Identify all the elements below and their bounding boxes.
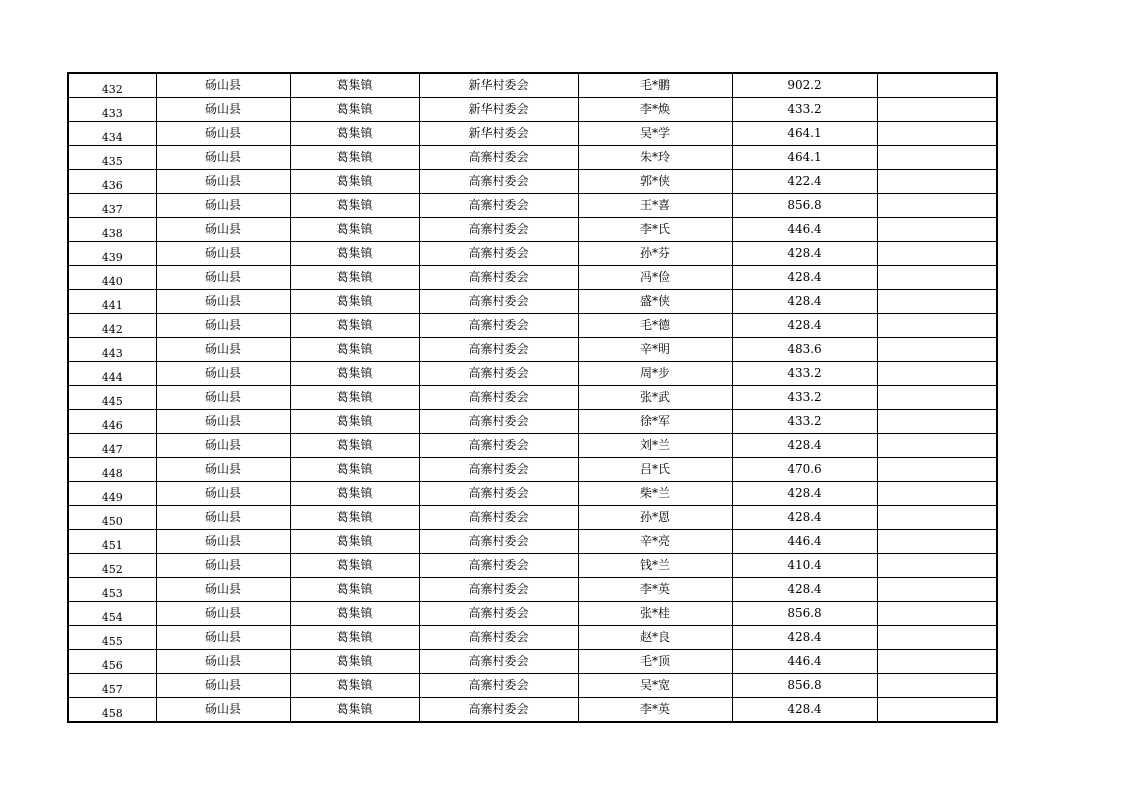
note-cell <box>877 362 997 386</box>
person-name-cell: 徐*军 <box>578 410 732 434</box>
village-cell: 高寨村委会 <box>419 242 578 266</box>
note-cell <box>877 506 997 530</box>
table-row <box>68 482 997 506</box>
row-number-cell: 451 <box>68 530 156 554</box>
row-number-cell: 448 <box>68 458 156 482</box>
row-number-cell: 436 <box>68 170 156 194</box>
town-cell: 葛集镇 <box>290 674 419 698</box>
row-number-cell: 447 <box>68 434 156 458</box>
town-cell: 葛集镇 <box>290 122 419 146</box>
table-row <box>68 266 997 290</box>
table-row <box>68 386 997 410</box>
village-cell: 高寨村委会 <box>419 458 578 482</box>
village-cell: 高寨村委会 <box>419 290 578 314</box>
row-number-cell: 452 <box>68 554 156 578</box>
person-name-cell: 张*桂 <box>578 602 732 626</box>
county-cell: 砀山县 <box>156 362 290 386</box>
village-cell: 高寨村委会 <box>419 578 578 602</box>
person-name-cell: 王*喜 <box>578 194 732 218</box>
table-row <box>68 602 997 626</box>
table-row <box>68 410 997 434</box>
person-name-cell: 冯*俭 <box>578 266 732 290</box>
person-name-cell: 朱*玲 <box>578 146 732 170</box>
county-cell: 砀山县 <box>156 578 290 602</box>
note-cell <box>877 674 997 698</box>
table-row <box>68 170 997 194</box>
county-cell: 砀山县 <box>156 482 290 506</box>
amount-cell: 410.4 <box>732 554 877 578</box>
county-cell: 砀山县 <box>156 338 290 362</box>
village-cell: 高寨村委会 <box>419 650 578 674</box>
amount-cell: 464.1 <box>732 146 877 170</box>
person-name-cell: 张*武 <box>578 386 732 410</box>
village-cell: 高寨村委会 <box>419 146 578 170</box>
note-cell <box>877 626 997 650</box>
town-cell: 葛集镇 <box>290 650 419 674</box>
person-name-cell: 孙*芬 <box>578 242 732 266</box>
town-cell: 葛集镇 <box>290 338 419 362</box>
person-name-cell: 盛*侠 <box>578 290 732 314</box>
amount-cell: 446.4 <box>732 650 877 674</box>
person-name-cell: 吴*学 <box>578 122 732 146</box>
county-cell: 砀山县 <box>156 554 290 578</box>
note-cell <box>877 338 997 362</box>
row-number-cell: 441 <box>68 290 156 314</box>
row-number-cell: 450 <box>68 506 156 530</box>
town-cell: 葛集镇 <box>290 146 419 170</box>
county-cell: 砀山县 <box>156 122 290 146</box>
table-row <box>68 434 997 458</box>
town-cell: 葛集镇 <box>290 506 419 530</box>
amount-cell: 428.4 <box>732 434 877 458</box>
amount-cell: 433.2 <box>732 98 877 122</box>
note-cell <box>877 650 997 674</box>
amount-cell: 856.8 <box>732 194 877 218</box>
note-cell <box>877 194 997 218</box>
table-row <box>68 146 997 170</box>
amount-cell: 856.8 <box>732 602 877 626</box>
table-body <box>68 73 997 722</box>
town-cell: 葛集镇 <box>290 218 419 242</box>
person-name-cell: 钱*兰 <box>578 554 732 578</box>
village-cell: 高寨村委会 <box>419 410 578 434</box>
town-cell: 葛集镇 <box>290 626 419 650</box>
row-number-cell: 433 <box>68 98 156 122</box>
note-cell <box>877 410 997 434</box>
row-number-cell: 434 <box>68 122 156 146</box>
amount-cell: 428.4 <box>732 482 877 506</box>
row-number-cell: 456 <box>68 650 156 674</box>
row-number-cell: 446 <box>68 410 156 434</box>
table-row <box>68 290 997 314</box>
table-row <box>68 362 997 386</box>
county-cell: 砀山县 <box>156 434 290 458</box>
table-row <box>68 338 997 362</box>
note-cell <box>877 170 997 194</box>
note-cell <box>877 530 997 554</box>
amount-cell: 446.4 <box>732 530 877 554</box>
note-cell <box>877 146 997 170</box>
village-cell: 新华村委会 <box>419 73 578 98</box>
row-number-cell: 455 <box>68 626 156 650</box>
person-name-cell: 柴*兰 <box>578 482 732 506</box>
table-row <box>68 650 997 674</box>
county-cell: 砀山县 <box>156 674 290 698</box>
amount-cell: 428.4 <box>732 626 877 650</box>
subsidy-table <box>67 72 998 723</box>
person-name-cell: 辛*亮 <box>578 530 732 554</box>
person-name-cell: 李*焕 <box>578 98 732 122</box>
amount-cell: 856.8 <box>732 674 877 698</box>
town-cell: 葛集镇 <box>290 530 419 554</box>
note-cell <box>877 314 997 338</box>
person-name-cell: 毛*鹏 <box>578 73 732 98</box>
person-name-cell: 郭*侠 <box>578 170 732 194</box>
village-cell: 高寨村委会 <box>419 506 578 530</box>
amount-cell: 428.4 <box>732 242 877 266</box>
village-cell: 高寨村委会 <box>419 218 578 242</box>
village-cell: 新华村委会 <box>419 98 578 122</box>
row-number-cell: 458 <box>68 698 156 723</box>
county-cell: 砀山县 <box>156 218 290 242</box>
town-cell: 葛集镇 <box>290 434 419 458</box>
village-cell: 新华村委会 <box>419 122 578 146</box>
person-name-cell: 李*英 <box>578 698 732 723</box>
person-name-cell: 辛*明 <box>578 338 732 362</box>
county-cell: 砀山县 <box>156 98 290 122</box>
row-number-cell: 437 <box>68 194 156 218</box>
table-row <box>68 218 997 242</box>
row-number-cell: 457 <box>68 674 156 698</box>
note-cell <box>877 218 997 242</box>
town-cell: 葛集镇 <box>290 554 419 578</box>
note-cell <box>877 602 997 626</box>
town-cell: 葛集镇 <box>290 314 419 338</box>
amount-cell: 428.4 <box>732 266 877 290</box>
person-name-cell: 孙*恩 <box>578 506 732 530</box>
county-cell: 砀山县 <box>156 242 290 266</box>
county-cell: 砀山县 <box>156 698 290 723</box>
row-number-cell: 449 <box>68 482 156 506</box>
table-row <box>68 674 997 698</box>
table-row <box>68 458 997 482</box>
town-cell: 葛集镇 <box>290 410 419 434</box>
town-cell: 葛集镇 <box>290 362 419 386</box>
row-number-cell: 453 <box>68 578 156 602</box>
row-number-cell: 445 <box>68 386 156 410</box>
village-cell: 高寨村委会 <box>419 266 578 290</box>
note-cell <box>877 554 997 578</box>
row-number-cell: 443 <box>68 338 156 362</box>
amount-cell: 433.2 <box>732 386 877 410</box>
town-cell: 葛集镇 <box>290 698 419 723</box>
note-cell <box>877 266 997 290</box>
county-cell: 砀山县 <box>156 290 290 314</box>
note-cell <box>877 73 997 98</box>
person-name-cell: 毛*顶 <box>578 650 732 674</box>
town-cell: 葛集镇 <box>290 602 419 626</box>
table-row <box>68 578 997 602</box>
note-cell <box>877 434 997 458</box>
town-cell: 葛集镇 <box>290 98 419 122</box>
village-cell: 高寨村委会 <box>419 626 578 650</box>
county-cell: 砀山县 <box>156 146 290 170</box>
person-name-cell: 毛*德 <box>578 314 732 338</box>
amount-cell: 902.2 <box>732 73 877 98</box>
note-cell <box>877 122 997 146</box>
amount-cell: 428.4 <box>732 578 877 602</box>
village-cell: 高寨村委会 <box>419 194 578 218</box>
table-row <box>68 314 997 338</box>
county-cell: 砀山县 <box>156 602 290 626</box>
county-cell: 砀山县 <box>156 626 290 650</box>
town-cell: 葛集镇 <box>290 290 419 314</box>
amount-cell: 428.4 <box>732 314 877 338</box>
county-cell: 砀山县 <box>156 650 290 674</box>
town-cell: 葛集镇 <box>290 73 419 98</box>
county-cell: 砀山县 <box>156 506 290 530</box>
person-name-cell: 李*英 <box>578 578 732 602</box>
amount-cell: 464.1 <box>732 122 877 146</box>
county-cell: 砀山县 <box>156 170 290 194</box>
person-name-cell: 吕*氏 <box>578 458 732 482</box>
village-cell: 高寨村委会 <box>419 434 578 458</box>
county-cell: 砀山县 <box>156 410 290 434</box>
row-number-cell: 454 <box>68 602 156 626</box>
table-row <box>68 73 997 98</box>
town-cell: 葛集镇 <box>290 194 419 218</box>
note-cell <box>877 458 997 482</box>
town-cell: 葛集镇 <box>290 482 419 506</box>
row-number-cell: 435 <box>68 146 156 170</box>
village-cell: 高寨村委会 <box>419 482 578 506</box>
village-cell: 高寨村委会 <box>419 338 578 362</box>
note-cell <box>877 242 997 266</box>
amount-cell: 428.4 <box>732 506 877 530</box>
county-cell: 砀山县 <box>156 386 290 410</box>
village-cell: 高寨村委会 <box>419 386 578 410</box>
town-cell: 葛集镇 <box>290 386 419 410</box>
person-name-cell: 周*步 <box>578 362 732 386</box>
town-cell: 葛集镇 <box>290 170 419 194</box>
person-name-cell: 李*氏 <box>578 218 732 242</box>
table-row <box>68 122 997 146</box>
amount-cell: 428.4 <box>732 290 877 314</box>
table-row <box>68 98 997 122</box>
note-cell <box>877 482 997 506</box>
table-row <box>68 554 997 578</box>
table-row <box>68 194 997 218</box>
note-cell <box>877 578 997 602</box>
table-row <box>68 242 997 266</box>
town-cell: 葛集镇 <box>290 458 419 482</box>
village-cell: 高寨村委会 <box>419 674 578 698</box>
table-row <box>68 626 997 650</box>
village-cell: 高寨村委会 <box>419 698 578 723</box>
row-number-cell: 440 <box>68 266 156 290</box>
county-cell: 砀山县 <box>156 266 290 290</box>
county-cell: 砀山县 <box>156 194 290 218</box>
town-cell: 葛集镇 <box>290 242 419 266</box>
table-row <box>68 698 997 723</box>
amount-cell: 428.4 <box>732 698 877 723</box>
county-cell: 砀山县 <box>156 314 290 338</box>
village-cell: 高寨村委会 <box>419 530 578 554</box>
amount-cell: 422.4 <box>732 170 877 194</box>
amount-cell: 433.2 <box>732 410 877 434</box>
village-cell: 高寨村委会 <box>419 314 578 338</box>
county-cell: 砀山县 <box>156 530 290 554</box>
person-name-cell: 刘*兰 <box>578 434 732 458</box>
village-cell: 高寨村委会 <box>419 362 578 386</box>
county-cell: 砀山县 <box>156 458 290 482</box>
village-cell: 高寨村委会 <box>419 602 578 626</box>
town-cell: 葛集镇 <box>290 266 419 290</box>
amount-cell: 433.2 <box>732 362 877 386</box>
row-number-cell: 432 <box>68 73 156 98</box>
table-row <box>68 506 997 530</box>
row-number-cell: 439 <box>68 242 156 266</box>
note-cell <box>877 698 997 723</box>
amount-cell: 446.4 <box>732 218 877 242</box>
person-name-cell: 吴*宽 <box>578 674 732 698</box>
row-number-cell: 438 <box>68 218 156 242</box>
county-cell: 砀山县 <box>156 73 290 98</box>
village-cell: 高寨村委会 <box>419 554 578 578</box>
note-cell <box>877 290 997 314</box>
amount-cell: 483.6 <box>732 338 877 362</box>
table-row <box>68 530 997 554</box>
person-name-cell: 赵*良 <box>578 626 732 650</box>
row-number-cell: 444 <box>68 362 156 386</box>
town-cell: 葛集镇 <box>290 578 419 602</box>
note-cell <box>877 386 997 410</box>
row-number-cell: 442 <box>68 314 156 338</box>
village-cell: 高寨村委会 <box>419 170 578 194</box>
note-cell <box>877 98 997 122</box>
amount-cell: 470.6 <box>732 458 877 482</box>
